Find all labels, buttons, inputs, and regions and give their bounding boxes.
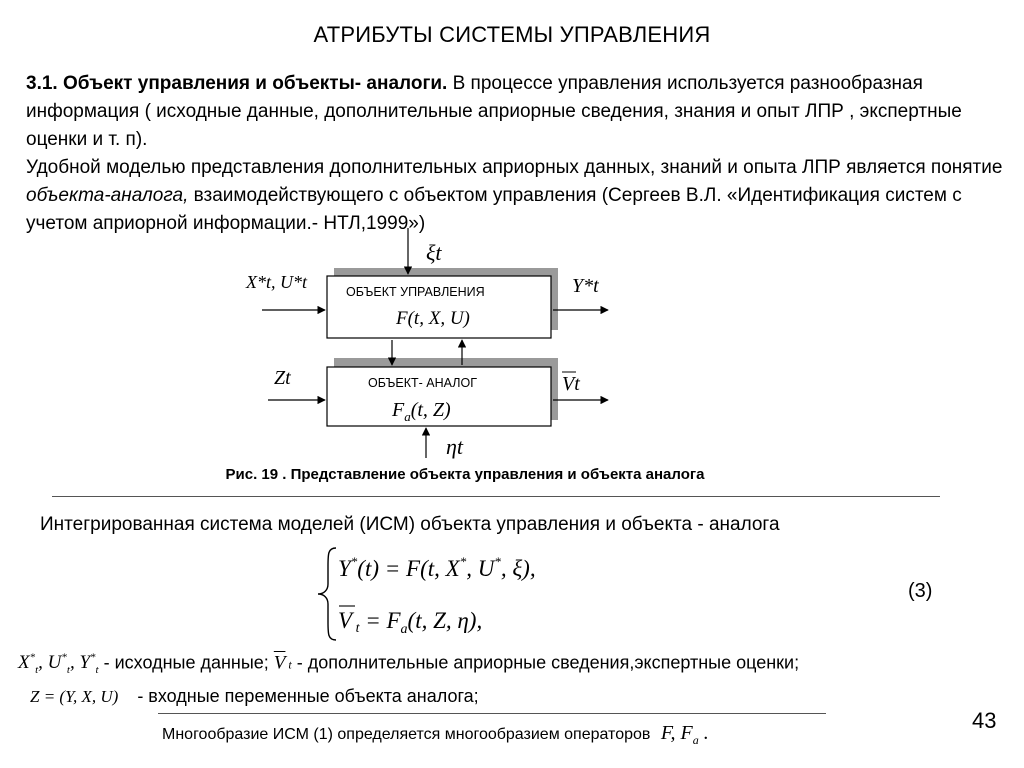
section-heading: 3.1. Объект управления и объекты- аналоги.	[26, 73, 448, 94]
figure-caption: Рис. 19 . Представление объекта управления и объекта аналога	[225, 466, 705, 483]
caption-rule	[52, 496, 940, 497]
legend-line-1	[18, 652, 799, 676]
intro-paragraph	[26, 70, 1016, 238]
bottom-rule	[158, 713, 826, 714]
slide-title: АТРИБУТЫ СИСТЕМЫ УПРАВЛЕНИЯ	[313, 22, 711, 47]
brace	[318, 548, 336, 640]
block2-title: ОБЪЕКТ- АНАЛОГ	[368, 376, 477, 390]
output2-label: Vt	[562, 373, 580, 395]
legend-z-formula: Z = (Y, X, U)	[30, 687, 119, 706]
legend-line-1-a: - исходные данные;	[98, 652, 274, 673]
ism-title: Интегрированная система моделей (ИСМ) объекта управления и объекта - аналога	[40, 514, 780, 535]
input1-label: X*t, U*t	[246, 272, 307, 292]
legend-v: $\overline{V}$	[273, 652, 286, 674]
equation-system	[314, 544, 624, 644]
block1-formula: F(t, X, U)	[396, 308, 470, 329]
block2-formula-rest: (t, Z)	[410, 399, 451, 421]
legend-line-1-b: - дополнительные априорные сведения,экспертные оценки;	[291, 652, 800, 673]
block1-title: ОБЪЕКТ УПРАВЛЕНИЯ	[346, 285, 485, 299]
equation-1: Y*(t) = F(t, X*, U*, ξ),	[338, 554, 536, 581]
input2-label: Zt	[274, 367, 291, 389]
multiplicity-text: Многообразие ИСМ (1) определяется многообразием операторов	[162, 726, 655, 743]
para-2-italic: объекта-аналога,	[26, 185, 189, 206]
para-1-text: В процессе управления используется разнообразная информация ( исходные данные, дополнительные априорные сведения, знания и опыт ЛПР , экспертные оценки и т. п).	[26, 73, 962, 150]
legend-line-2-text: - входные переменные объекта аналога;	[132, 686, 479, 706]
page-number: 43	[972, 708, 997, 733]
para-1	[26, 70, 1016, 154]
multiplicity-line	[162, 722, 709, 748]
para-2	[26, 154, 1016, 238]
multiplicity-operators: F, $F_a$ .	[660, 722, 709, 747]
equation-number: (3)	[908, 580, 933, 602]
block2-formula	[391, 399, 451, 424]
legend-xuy: $X^*_t$, $U^*_t$, $Y^*_t$	[18, 652, 99, 677]
legend-v-sub: t	[285, 657, 292, 672]
block2-formula-sub: a	[404, 409, 411, 424]
legend-line-2	[30, 686, 479, 707]
output1-label: Y*t	[572, 275, 599, 297]
noise2-label: ηt	[446, 434, 464, 459]
noise1-label: ξt	[426, 240, 442, 265]
block2-formula-main: F	[392, 399, 405, 421]
para-2-text-b: взаимодействующего с объектом управления (Сергеев В.Л. «Идентификация систем с учетом априорной информации.- НТЛ,1999»)	[26, 185, 962, 234]
para-2-text-a: Удобной моделью представления дополнительных априорных данных, знаний и опыта ЛПР является понятие	[26, 157, 1003, 178]
equation-2: V $t = F_a(t$, Z, η),	[338, 608, 483, 637]
block-diagram	[240, 228, 640, 464]
